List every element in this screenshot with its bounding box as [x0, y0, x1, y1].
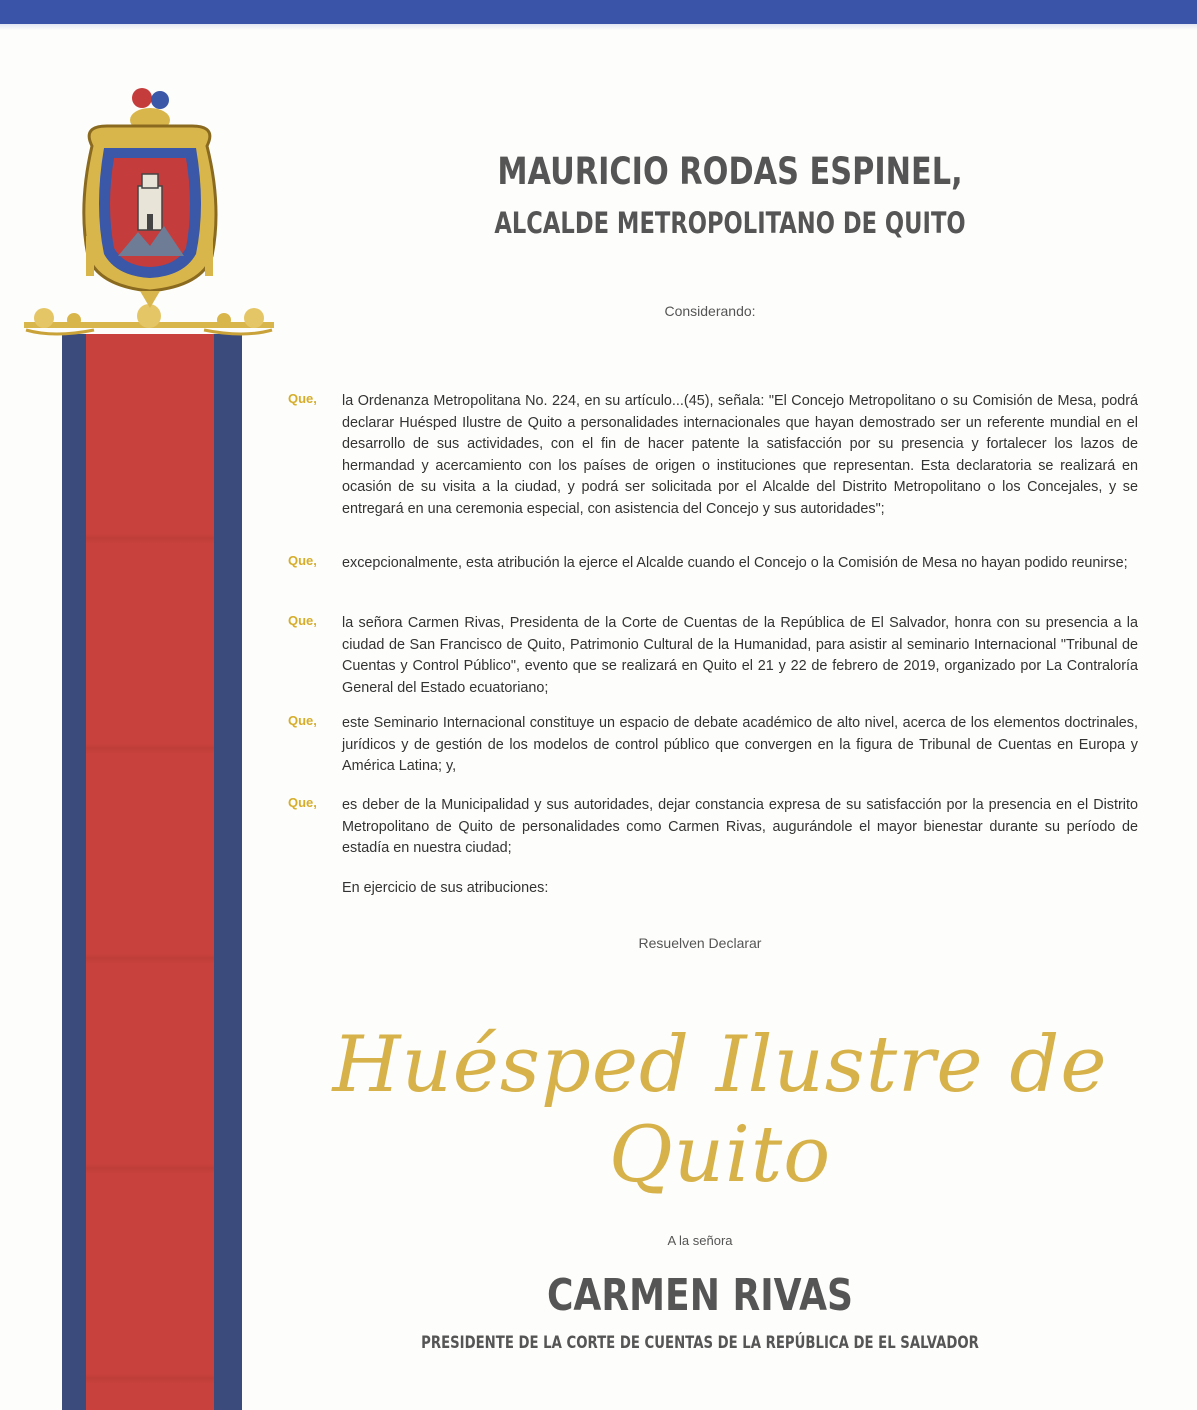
salutation: A la señora [667, 1233, 733, 1248]
clause-text: la señora Carmen Rivas, Presidenta de la Corte de Cuentas de la República de El Salvador, honra con su presencia a la ciudad de San Francisco de Quito, Patrimonio Cultural de la Humanidad, para asistir al seminario Internacional "Tribunal de Cuentas y Control Público", evento que se realizará en Quito el 21 y 22 de febrero de 2019, organizado por La Contraloría General del Estado ecuatoriano; [342, 615, 1138, 696]
clause-text: este Seminario Internacional constituye un espacio de debate académico de alto nivel, acerca de los elementos doctrinales, jurídicos y de gestión de los modelos de control público que convergen en la figura de Tribunal de Cuentas en Europa y América Latina; y, [342, 715, 1138, 774]
mayor-name: MAURICIO RODAS ESPINEL, [497, 150, 963, 193]
resuelven-label: Resuelven Declarar [638, 935, 762, 951]
considerando-label: Considerando: [664, 303, 756, 319]
clause-1 [288, 391, 1138, 520]
top-border-bar [0, 0, 1197, 24]
honoree-name: CARMEN RIVAS [546, 1270, 854, 1321]
clause-text: excepcionalmente, esta atribución la ejerce el Alcalde cuando el Concejo o la Comisión de Mesa no hayan podido reunirse; [342, 555, 1128, 571]
clause-5 [288, 795, 1138, 860]
quito-coat-of-arms-icon [72, 86, 227, 311]
que-marker: Que, [288, 553, 317, 568]
que-marker: Que, [288, 713, 317, 728]
que-marker: Que, [288, 391, 317, 406]
clause-4 [288, 713, 1138, 778]
clause-3 [288, 613, 1138, 699]
que-marker: Que, [288, 795, 317, 810]
ribbon-fold-shading [86, 334, 214, 1410]
clause-2 [288, 553, 1138, 575]
top-border-fade [0, 24, 1197, 30]
mayor-title: ALCALDE METROPOLITANO DE QUITO [494, 206, 966, 240]
ribbon-blue-right [214, 334, 242, 1410]
distinction-title: Huésped Ilustre de Quito [332, 1020, 1108, 1200]
clause-text: es deber de la Municipalidad y sus autoridades, dejar constancia expresa de su satisfacción por la presencia en el Distrito Metropolitano de Quito de personalidades como Carmen Rivas, augurándole el mayor bienestar durante su período de estadía en nuestra ciudad; [342, 797, 1138, 856]
honoree-title: PRESIDENTE DE LA CORTE DE CUENTAS DE LA REPÚBLICA DE EL SALVADOR [421, 1333, 979, 1353]
clause-text: la Ordenanza Metropolitana No. 224, en su artículo...(45), señala: "El Concejo Metropolitano o su Comisión de Mesa, podrá declarar Huésped Ilustre de Quito a personalidades internacionales que hayan demostrado ser un referente mundial en el desarrollo de sus actividades, con el fin de hacer patente la satisfacción por su presencia y fortalecer los lazos de hermandad y acercamiento con los países de origen o instituciones que representan. Esta declaratoria se realizará en ocasión de su visita a la ciudad, y podrá ser solicitada por el Alcalde del Distrito Metropolitano o los Concejales, y se entregará en una ceremonia especial, con asistencia del Concejo y sus autoridades"; [342, 393, 1138, 517]
que-marker: Que, [288, 613, 317, 628]
sash-ribbon [62, 334, 242, 1410]
ejercicio-line: En ejercicio de sus atribuciones: [342, 880, 549, 896]
ribbon-blue-left [62, 334, 86, 1410]
